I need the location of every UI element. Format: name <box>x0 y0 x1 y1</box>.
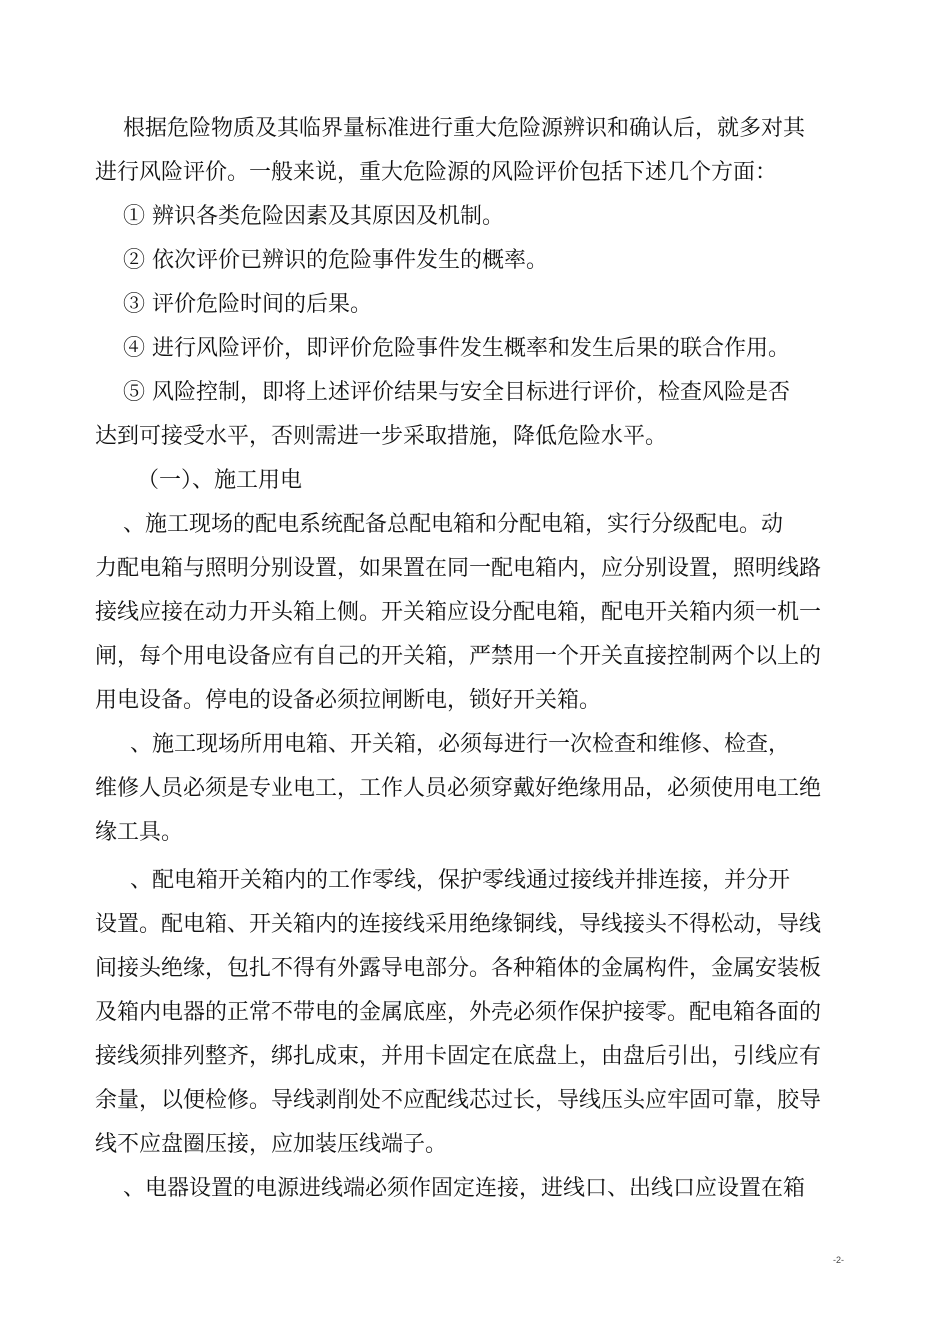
list-item-1 <box>95 195 870 239</box>
text-line: ② 依次评价已辨识的危险事件发生的概率。 <box>95 248 548 273</box>
text-line: 、施工现场所用电箱、开关箱，必须每进行一次检查和维修、检查， <box>95 732 790 757</box>
text-line: 、电器设置的电源进线端必须作固定连接，进线口、出线口应设置在箱 <box>95 1176 805 1201</box>
text-line: 用电设备。停电的设备必须拉闸断电，锁好开关箱。 <box>95 688 602 713</box>
text-line: 接线应接在动力开头箱上侧。开关箱应设分配电箱，配电开关箱内须一机一 <box>95 600 822 625</box>
section-heading <box>95 459 870 503</box>
text-line: 及箱内电器的正常不带电的金属底座，外壳必须作保护接零。配电箱各面的 <box>95 1000 822 1025</box>
text-line: 线不应盘圈压接，应加装压线端子。 <box>95 1132 448 1157</box>
text-line: 、配电箱开关箱内的工作零线，保护零线通过接线并排连接，并分开 <box>95 868 790 893</box>
body-paragraph <box>95 503 870 723</box>
text-line: 维修人员必须是专业电工，工作人员必须穿戴好绝缘用品，必须使用电工绝 <box>95 776 822 801</box>
text-line: 设置。配电箱、开关箱内的连接线采用绝缘铜线，导线接头不得松动，导线 <box>95 912 822 937</box>
list-item-3 <box>95 283 870 327</box>
intro-paragraph <box>95 107 870 195</box>
text-line: 缘工具。 <box>95 820 184 845</box>
text-line: ③ 评价危险时间的后果。 <box>95 292 372 317</box>
text-line: ④ 进行风险评价，即评价危险事件发生概率和发生后果的联合作用。 <box>95 336 790 361</box>
text-line: 进行风险评价。一般来说，重大危险源的风险评价包括下述几个方面： <box>95 160 778 185</box>
text-line: 闸，每个用电设备应有自己的开关箱，严禁用一个开关直接控制两个以上的 <box>95 644 822 669</box>
body-paragraph <box>95 859 870 1167</box>
text-line: 、施工现场的配电系统配备总配电箱和分配电箱，实行分级配电。动 <box>95 512 783 537</box>
body-paragraph <box>95 1167 870 1211</box>
text-line: 间接头绝缘，包扎不得有外露导电部分。各种箱体的金属构件，金属安装板 <box>95 956 822 981</box>
text-line: （一）、施工用电 <box>95 468 302 493</box>
text-line: 接线须排列整齐，绑扎成束，并用卡固定在底盘上，由盘后引出，引线应有 <box>95 1044 822 1069</box>
list-item-2 <box>95 239 870 283</box>
text-line: ⑤ 风险控制，即将上述评价结果与安全目标进行评价，检查风险是否 <box>95 380 790 405</box>
text-line: 根据危险物质及其临界量标准进行重大危险源辨识和确认后，就多对其 <box>95 116 805 141</box>
text-line: 力配电箱与照明分别设置，如果置在同一配电箱内，应分别设置，照明线路 <box>95 556 822 581</box>
text-line: 达到可接受水平，否则需进一步采取措施，降低危险水平。 <box>95 424 668 449</box>
text-line: 余量，以便检修。导线剥削处不应配线芯过长，导线压头应牢固可靠，胶导 <box>95 1088 822 1113</box>
list-item-4 <box>95 327 870 371</box>
body-paragraph <box>95 723 870 855</box>
list-item-5 <box>95 371 870 459</box>
page-number: -2- <box>833 1255 844 1265</box>
text-line: ① 辨识各类危险因素及其原因及机制。 <box>95 204 504 229</box>
